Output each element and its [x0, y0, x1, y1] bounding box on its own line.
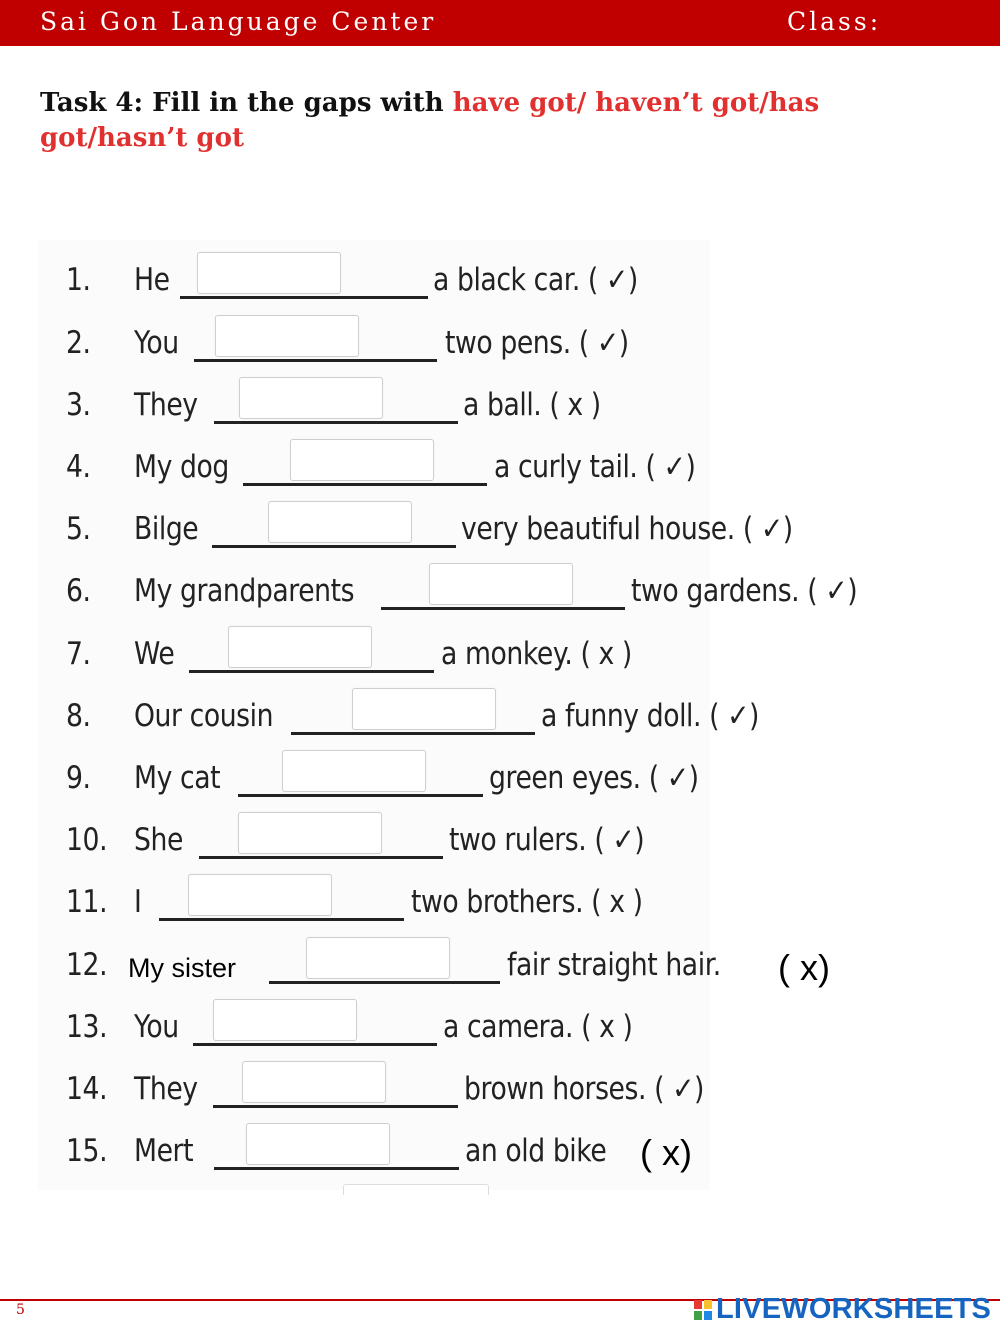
item-rest: a curly tail. ( ✓) — [494, 449, 696, 485]
answer-input-8[interactable] — [352, 688, 496, 730]
answer-underline — [381, 607, 625, 610]
item-rest: a funny doll. ( ✓) — [541, 698, 760, 734]
brand-name: LIVEWORKSHEETS — [716, 1293, 992, 1325]
answer-input-10[interactable] — [238, 812, 382, 854]
school-name: Sai Gon Language Center — [40, 7, 437, 36]
exercise-item-7 — [0, 624, 1000, 684]
answer-input-1[interactable] — [197, 252, 341, 294]
answer-underline — [180, 296, 428, 299]
task-prefix: Task 4: Fill in the gaps with — [40, 88, 453, 118]
answer-underline — [193, 1043, 437, 1046]
item-rest: fair straight hair. — [507, 947, 721, 983]
exercise-item-1 — [0, 250, 1000, 310]
item-subject: You — [134, 325, 179, 361]
exercise-item-11 — [0, 872, 1000, 932]
item-rest: two rulers. ( ✓) — [449, 822, 645, 858]
exercise-item-10 — [0, 810, 1000, 870]
exercise-item-2 — [0, 313, 1000, 373]
answer-underline — [213, 1105, 458, 1108]
class-label: Class: — [787, 7, 882, 36]
item-subject: They — [134, 1071, 198, 1107]
answer-input-14[interactable] — [242, 1061, 386, 1103]
answer-input-6[interactable] — [429, 563, 573, 605]
item-number: 14. — [66, 1071, 108, 1107]
item-subject: Mert — [134, 1133, 194, 1169]
liveworksheets-logo-icon — [694, 1300, 712, 1320]
item-rest: very beautiful house. ( ✓) — [461, 511, 793, 547]
exercise-item-15 — [0, 1121, 1000, 1181]
item-number: 9. — [66, 760, 91, 796]
item-subject: They — [134, 387, 198, 423]
answer-underline — [212, 545, 456, 548]
exercise-item-3 — [0, 375, 1000, 435]
answer-underline — [199, 856, 443, 859]
answer-underline — [238, 794, 483, 797]
answer-input-5[interactable] — [268, 501, 412, 543]
item-subject: Bilge — [134, 511, 199, 547]
item-subject: My grandparents — [134, 573, 355, 609]
item-number: 5. — [66, 511, 91, 547]
item-number: 6. — [66, 573, 91, 609]
answer-underline — [214, 421, 458, 424]
item-rest: a monkey. ( x ) — [441, 636, 632, 672]
answer-input-15[interactable] — [246, 1123, 390, 1165]
item-rest: a camera. ( x ) — [443, 1009, 633, 1045]
answer-input-12[interactable] — [306, 937, 450, 979]
item-rest: green eyes. ( ✓) — [489, 760, 699, 796]
page-header — [0, 0, 1000, 46]
answer-input-13[interactable] — [213, 999, 357, 1041]
item-subject: My cat — [134, 760, 221, 796]
item-rest: brown horses. ( ✓) — [464, 1071, 704, 1107]
exercise-item-8 — [0, 686, 1000, 746]
answer-underline — [194, 359, 437, 362]
answer-underline — [291, 732, 535, 735]
answer-input-3[interactable] — [239, 377, 383, 419]
item-number: 10. — [66, 822, 108, 858]
exercise-item-5 — [0, 499, 1000, 559]
item-rest: an old bike — [465, 1133, 607, 1169]
answer-underline — [243, 483, 487, 486]
item-rest: a ball. ( x ) — [463, 387, 601, 423]
answer-underline — [159, 918, 404, 921]
task-instruction — [40, 86, 920, 156]
item-subject: My dog — [134, 449, 229, 485]
item-number: 13. — [66, 1009, 108, 1045]
liveworksheets-brand — [694, 1292, 994, 1328]
item-subject: Our cousin — [134, 698, 274, 734]
item-subject: I — [134, 884, 142, 920]
answer-underline — [269, 981, 500, 984]
answer-input-2[interactable] — [215, 315, 359, 357]
item-number: 7. — [66, 636, 91, 672]
item-number: 11. — [66, 884, 108, 920]
item-12-mark: ( x) — [778, 947, 830, 988]
item-rest: two brothers. ( x ) — [411, 884, 643, 920]
answer-input-7[interactable] — [228, 626, 372, 668]
exercise-item-9 — [0, 748, 1000, 808]
item-15-mark: ( x) — [640, 1132, 692, 1173]
item-number: 12. — [66, 947, 108, 983]
item-number: 3. — [66, 387, 91, 423]
item-rest: a black car. ( ✓) — [433, 262, 638, 298]
answer-underline — [214, 1167, 459, 1170]
item-rest: two pens. ( ✓) — [445, 325, 629, 361]
item-subject: He — [134, 262, 170, 298]
task-options: have got/ haven’t got/has got/hasn’t got — [40, 88, 820, 153]
item-subject: You — [134, 1009, 179, 1045]
item-number: 4. — [66, 449, 91, 485]
item-number: 1. — [66, 262, 91, 298]
item-12-subject-overlay: My sister — [128, 953, 236, 983]
item-rest: two gardens. ( ✓) — [631, 573, 858, 609]
partial-answer-box — [343, 1184, 489, 1195]
item-number: 2. — [66, 325, 91, 361]
page-number: 5 — [16, 1302, 25, 1318]
item-number: 8. — [66, 698, 91, 734]
exercise-item-14 — [0, 1059, 1000, 1119]
answer-input-11[interactable] — [188, 874, 332, 916]
exercise-item-4 — [0, 437, 1000, 497]
exercise-item-6 — [0, 561, 1000, 621]
item-subject: We — [134, 636, 175, 672]
exercise-item-13 — [0, 997, 1000, 1057]
answer-underline — [189, 670, 434, 673]
answer-input-4[interactable] — [290, 439, 434, 481]
item-subject: She — [134, 822, 183, 858]
answer-input-9[interactable] — [282, 750, 426, 792]
item-number: 15. — [66, 1133, 108, 1169]
